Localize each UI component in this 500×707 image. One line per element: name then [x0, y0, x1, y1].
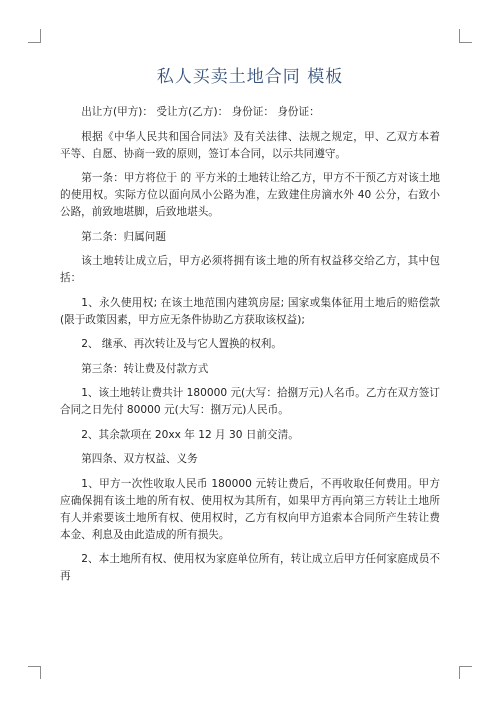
heading-article-2: 第二条：归属问题 — [81, 230, 166, 243]
corner-mark-top-right — [459, 29, 460, 42]
paragraph-preamble: 根据《中华人民共和国合同法》及有关法律、法规之规定，甲、乙双方本着平等、自愿、协商一致的原则，签订本合同，以示共同遵守。 — [60, 130, 440, 160]
paragraph-article-4-item-1: 1、甲方一次性收取人民币 180000 元转让费后，不再收取任何费用。甲方应确保拥有该土地的所有权、使用权为其所有，如果甲方再向第三方转让土地所有人并索要该土地所有权、使用权时，乙方有权向甲方追索本合同所产生转让费本金、利息及由此造成的所有损失。 — [60, 477, 440, 541]
corner-mark-bottom-right — [459, 666, 472, 667]
heading-article-4: 第四条、双方权益、义务 — [81, 453, 198, 465]
corner-mark-top-left — [40, 29, 41, 42]
paragraph-article-2-item-1: 1、永久使用权; 在该土地范围内建筑房屋; 国家或集体征用土地后的赔偿款(限于政策因素，甲方应无条件协助乙方获取该权益); — [60, 296, 440, 326]
paragraph-article-2-intro: 该土地转让成立后，甲方必须将拥有该土地的所有权益移交给乙方，其中包括： — [60, 255, 440, 284]
corner-mark-top-right — [459, 42, 472, 43]
paragraph-article-3-item-1: 1、该土地转让费共计 180000 元(大写：拾捌万元)人名币。乙方在双方签订合同之日先付 80000 元(大写：捌万元)人民币。 — [60, 387, 440, 416]
paragraph-parties: 出让方(甲方)： 受让方(乙方)： 身份证： 身份证： — [81, 106, 320, 118]
corner-mark-bottom-right — [459, 666, 460, 679]
paragraph-article-3-item-2: 2、其余款项在 20xx 年 12 月 30 日前交清。 — [81, 428, 299, 441]
corner-mark-top-left — [28, 42, 41, 43]
paragraph-article-1: 第一条：甲方将位于 的 平方米的土地转让给乙方，甲方不干预乙方对该土地的使用权。实际方位以面向凤小公路为准，左致建住房滴水外 40 公分，右致小公路，前致地堪脚，后致地堪头。 — [60, 172, 440, 218]
corner-mark-bottom-left — [40, 666, 41, 679]
paragraph-article-4-item-2: 2、本土地所有权、使用权为家庭单位所有，转让成立后甲方任何家庭成员不再 — [60, 553, 440, 582]
document-title: 私人买卖土地合同 模板 — [156, 67, 344, 87]
document-body — [60, 104, 440, 593]
heading-article-3: 第三条：转让费及付款方式 — [81, 362, 209, 375]
paragraph-article-2-item-2: 2、 继承、再次转让及与它人置换的权利。 — [81, 338, 282, 350]
